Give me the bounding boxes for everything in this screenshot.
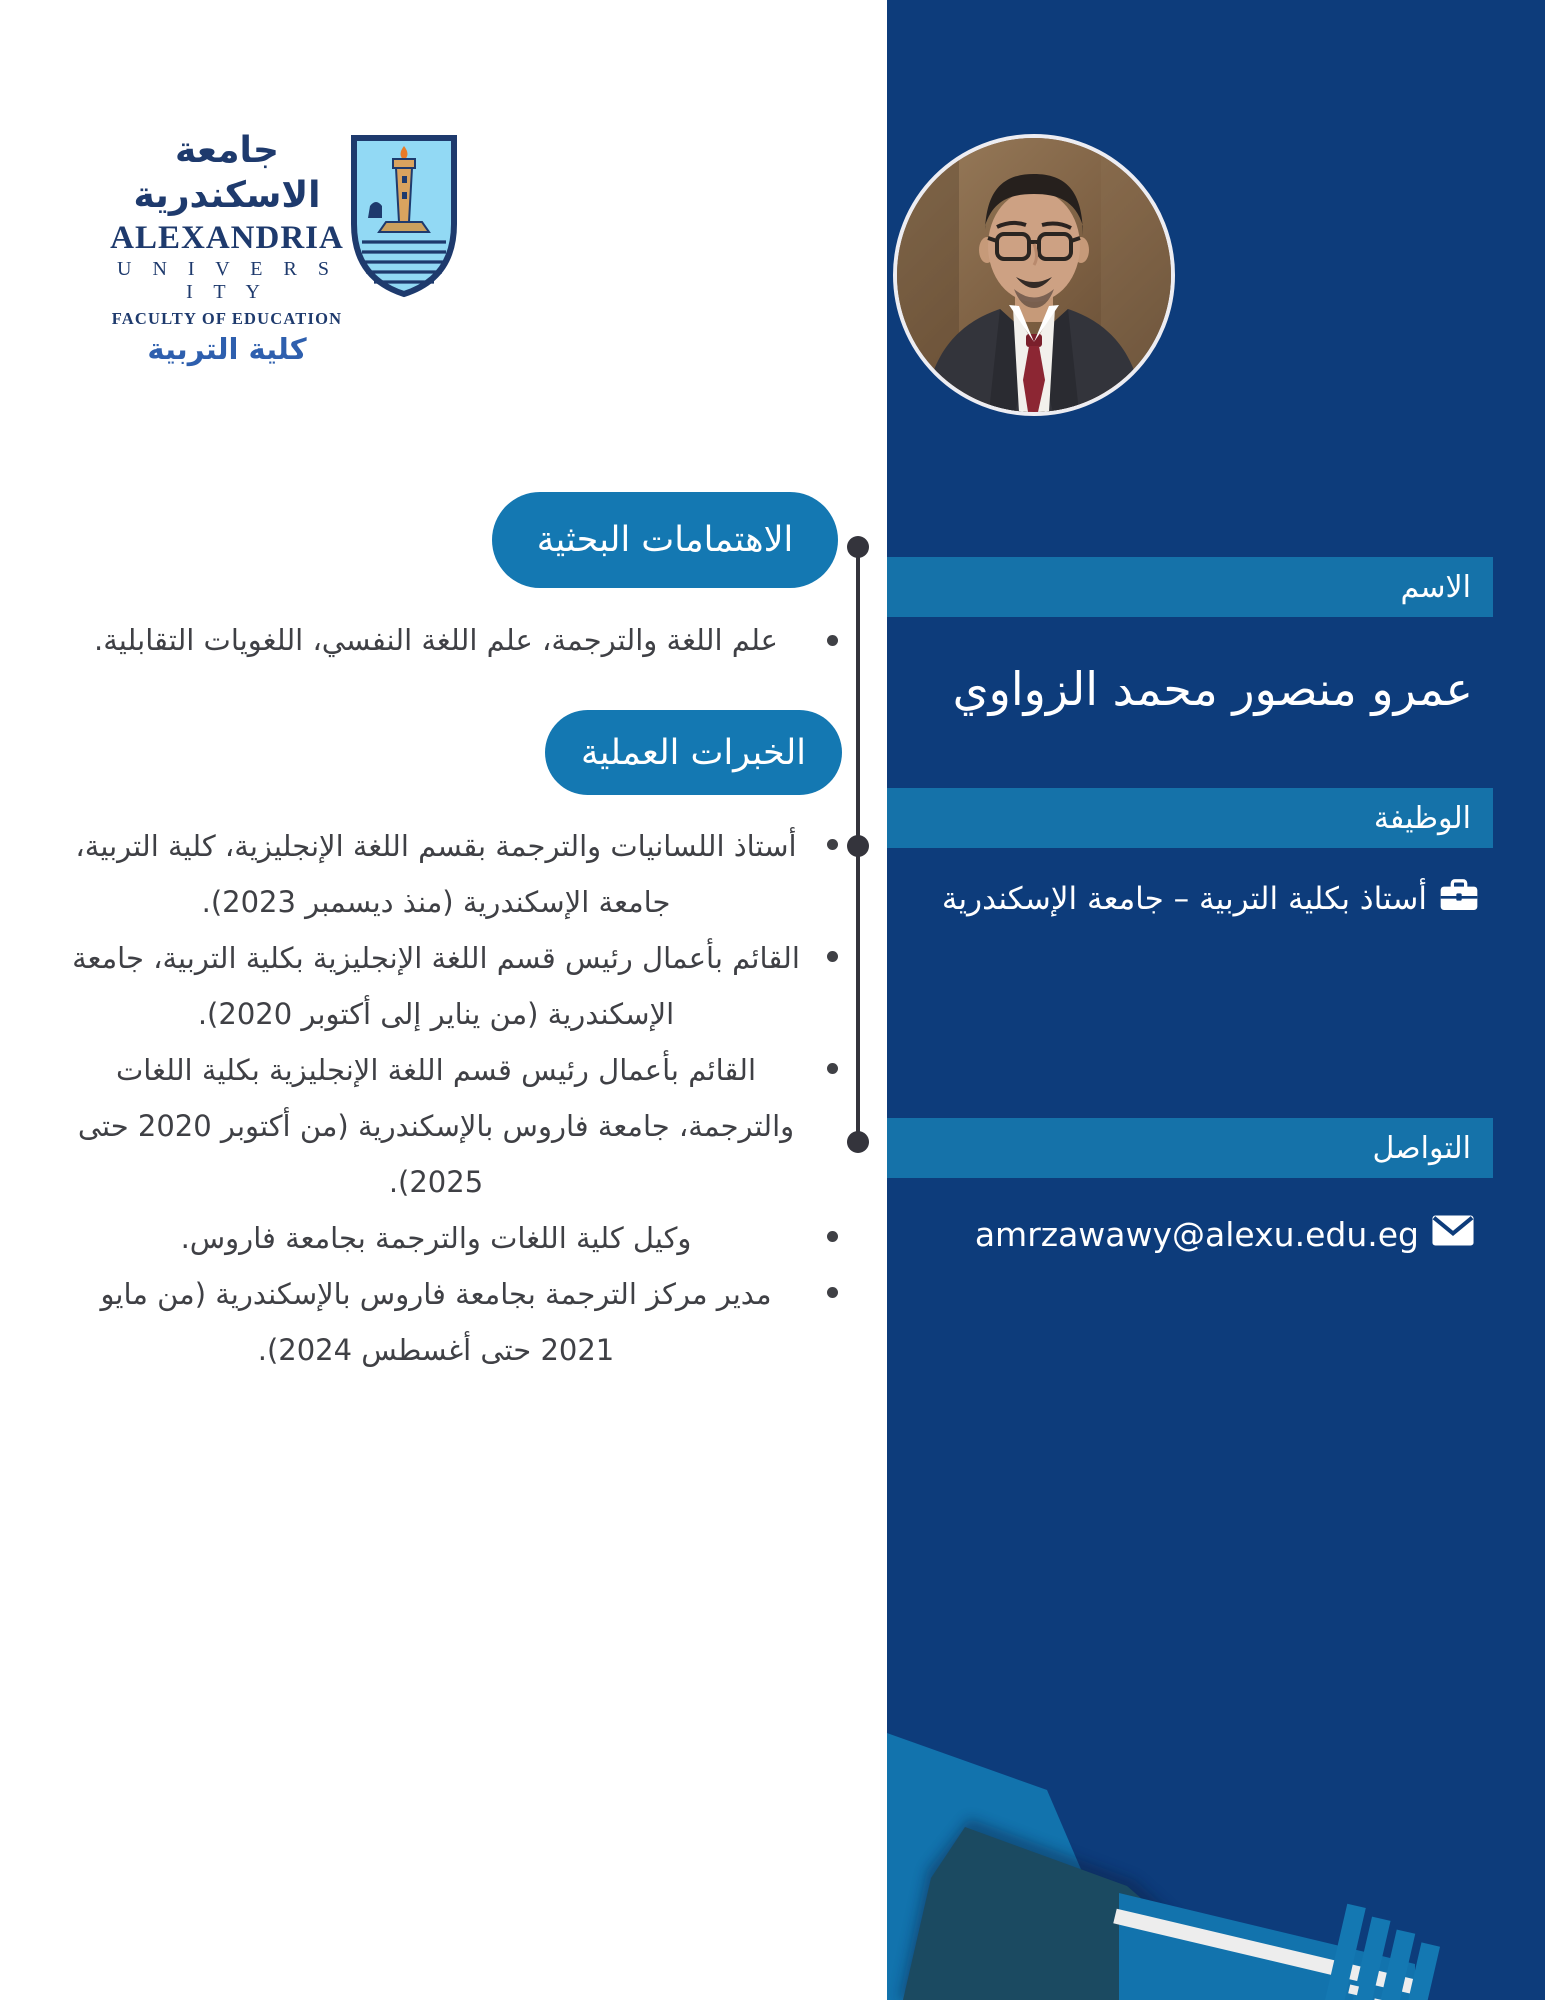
person-name: عمرو منصور محمد الزواوي bbox=[952, 662, 1473, 716]
sidebar bbox=[887, 0, 1545, 2000]
university-name-english: ALEXANDRIA bbox=[110, 220, 344, 256]
list-item: مدير مركز الترجمة بجامعة فاروس بالإسكندرية (من مايو 2021 حتى أغسطس 2024). bbox=[60, 1266, 812, 1378]
section-title-label: الخبرات العملية bbox=[580, 732, 807, 773]
timeline-dot bbox=[847, 1131, 869, 1153]
list-item: وكيل كلية اللغات والترجمة بجامعة فاروس. bbox=[60, 1210, 812, 1266]
section-title-label: الاهتمامات البحثية bbox=[536, 520, 794, 560]
list-item: أستاذ اللسانيات والترجمة بقسم اللغة الإنجليزية، كلية التربية، جامعة الإسكندرية (منذ ديسمبر 2023). bbox=[60, 818, 812, 930]
university-logo-text bbox=[110, 128, 344, 366]
name-section-header bbox=[887, 557, 1493, 617]
email-line[interactable] bbox=[975, 1214, 1475, 1255]
decorative-shapes bbox=[887, 1650, 1545, 2000]
job-title: أستاذ بكلية التربية – جامعة الإسكندرية bbox=[941, 881, 1427, 917]
university-name-arabic: جامعة الاسكندرية bbox=[133, 130, 321, 216]
email-address[interactable]: amrzawawy@alexu.edu.eg bbox=[974, 1215, 1419, 1254]
section-title-work-experience bbox=[545, 710, 842, 795]
envelope-icon bbox=[1431, 1214, 1475, 1255]
job-label: الوظيفة bbox=[1373, 800, 1471, 836]
timeline-dot bbox=[847, 835, 869, 857]
section-title-research-interests bbox=[492, 492, 838, 588]
university-word: U N I V E R S I T Y bbox=[117, 258, 337, 303]
briefcase-icon bbox=[1439, 878, 1479, 920]
job-line bbox=[942, 878, 1479, 920]
name-label: الاسم bbox=[1400, 569, 1471, 605]
list-item: القائم بأعمال رئيس قسم اللغة الإنجليزية بكلية اللغات والترجمة، جامعة فاروس بالإسكندرية (من أكتوبر 2020 حتى 2025). bbox=[60, 1042, 812, 1210]
faculty-name-english: FACULTY OF EDUCATION bbox=[111, 309, 343, 328]
work-experience-list bbox=[60, 818, 812, 1378]
portrait-photo bbox=[893, 134, 1175, 416]
lighthouse-shield-icon bbox=[348, 132, 460, 304]
faculty-name-arabic: كلية التربية bbox=[147, 332, 307, 366]
list-item: علم اللغة والترجمة، علم اللغة النفسي، اللغويات التقابلية. bbox=[60, 614, 812, 666]
timeline-dot bbox=[847, 536, 869, 558]
list-item: القائم بأعمال رئيس قسم اللغة الإنجليزية بكلية التربية، جامعة الإسكندرية (من يناير إلى أكتوبر 2020). bbox=[60, 930, 812, 1042]
contact-section-header bbox=[887, 1118, 1493, 1178]
university-logo bbox=[110, 128, 462, 366]
research-interests-list bbox=[60, 614, 812, 666]
job-section-header bbox=[887, 788, 1493, 848]
contact-label: التواصل bbox=[1372, 1130, 1471, 1166]
